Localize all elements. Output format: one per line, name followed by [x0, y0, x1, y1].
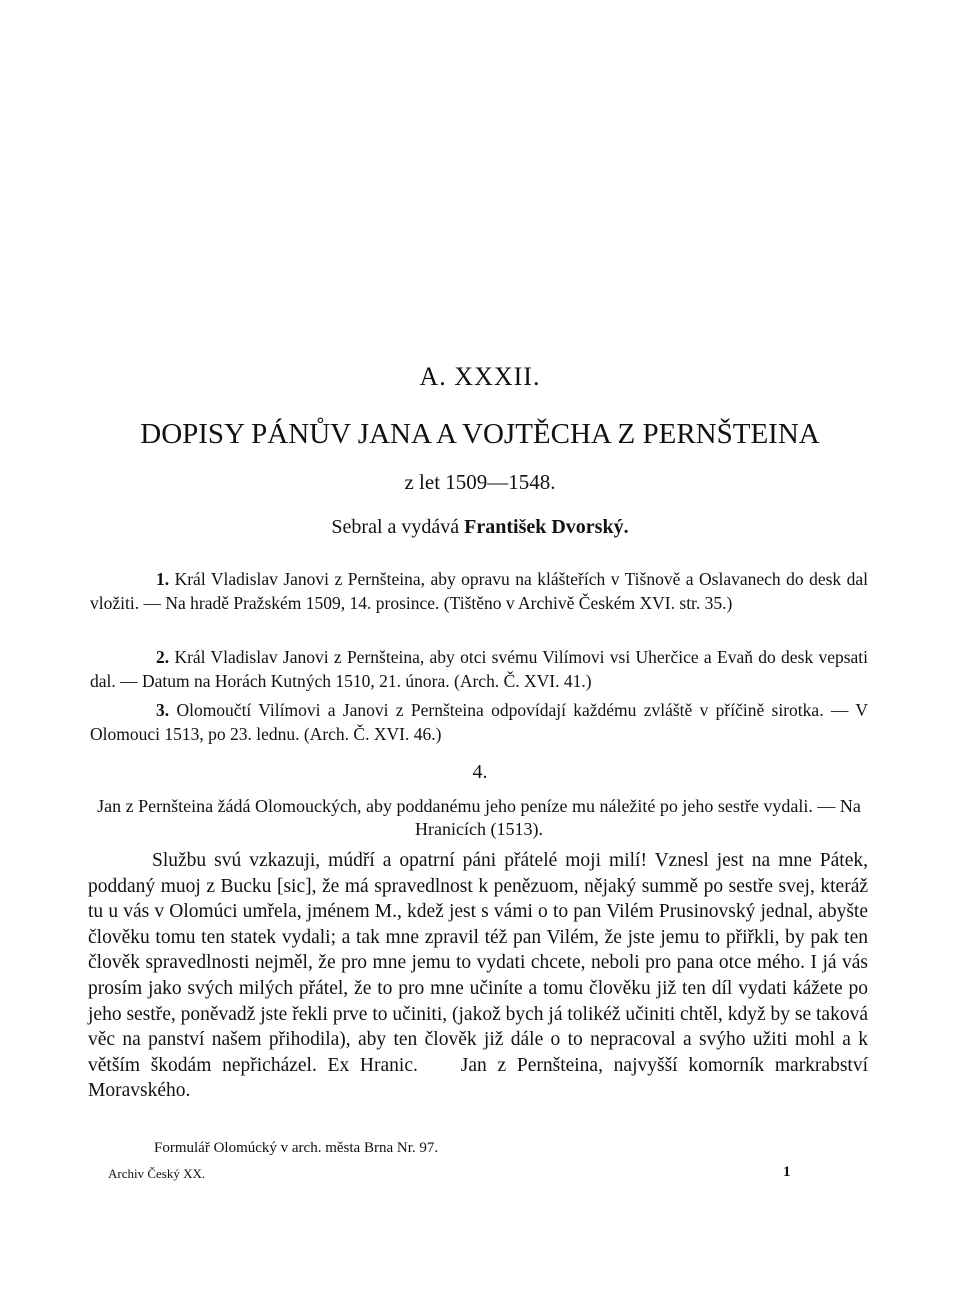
source-note: Formulář Olomúcký v arch. města Brna Nr. 97.	[154, 1140, 439, 1156]
year-range: z let 1509—1548.	[404, 470, 556, 494]
letter-text: Službu svú vzkazuji, múdří a opatrní páni přátelé moji milí! Vznesl jest na mne Pátek, poddaný muoj z Bucku [sic], že má spravedlnost k penězuom, nějaký summě po sestře svej, kteráž tu u vás v Olomúci umřela, jménem M., kdež jest s vámi o to pan Vilém Prusinovský jednal, abyšte člověku tomu ten statek vydali; a tak mne zpravil též pan Vilém, že jste jemu to přiřkli, by pak ten člověk spravedlnosti nejměl, že pro mne jemu to vydati chcete, neboli pro pana otce mého. I já vás prosím jako svých milých přátel, že to pro mne učiníte a tomu člověku již ten díl vydati kážete po jeho sestře, poněvadž jste řekli prve to učiniti, (jakož bych já tolikéž učiniti chtěl, když by se taková věc na panství našem přihodila), aby ten člověk již dále o to nepracoval a svýho užiti mohl a k větším škodám nepřicházel. Ex Hranic.	[88, 850, 868, 1076]
regest-text: Král Vladislav Janovi z Pernšteina, aby opravu na klášteřích v Tišnově a Oslavanech do desk dal vložiti. — Na hradě Pražském 1509, 14. prosince. (Tištěno v Archivě Českém XVI. str. 35.)	[90, 569, 868, 613]
page-number: 1	[783, 1164, 791, 1180]
main-title: DOPISY PÁNŮV JANA A VOJTĚCHA Z PERNŠTEINA	[140, 418, 820, 450]
footer-volume: Archiv Český XX.	[108, 1166, 206, 1181]
section-number: A. XXXII.	[419, 362, 541, 391]
regest-text: Král Vladislav Janovi z Pernšteina, aby otci svému Vilímovi vsi Uherčice a Evaň do desk vepsati dal. — Datum na Horách Kutných 1510, 21. února. (Arch. Č. XVI. 41.)	[90, 647, 869, 691]
regest-1	[90, 568, 868, 615]
regest-2	[90, 646, 868, 693]
regest-number: 3.	[156, 700, 170, 720]
document-number: 4.	[472, 761, 488, 783]
regest-number: 1.	[156, 569, 170, 589]
regest-number: 2.	[156, 647, 170, 667]
letter-signature: Jan z Pernšteina, najvyšší komorník markrabství Moravského.	[88, 1054, 869, 1102]
letter-body	[88, 848, 868, 1104]
document-summary: Jan z Pernšteina žádá Olomouckých, aby poddanému jeho peníze mu náležité po jeho sestře vydali. — Na Hranicích (1513).	[97, 796, 861, 839]
editor-prefix: Sebral a vydává	[331, 516, 460, 538]
editor-name: František Dvorský.	[464, 516, 629, 538]
regest-3	[90, 699, 868, 746]
editor-line	[0, 516, 960, 539]
regest-text: Olomoučtí Vilímovi a Janovi z Pernšteina odpovídají každému zvláště v příčině sirotka. — V Olomouci 1513, po 23. lednu. (Arch. Č. XVI. 46.)	[90, 700, 868, 744]
